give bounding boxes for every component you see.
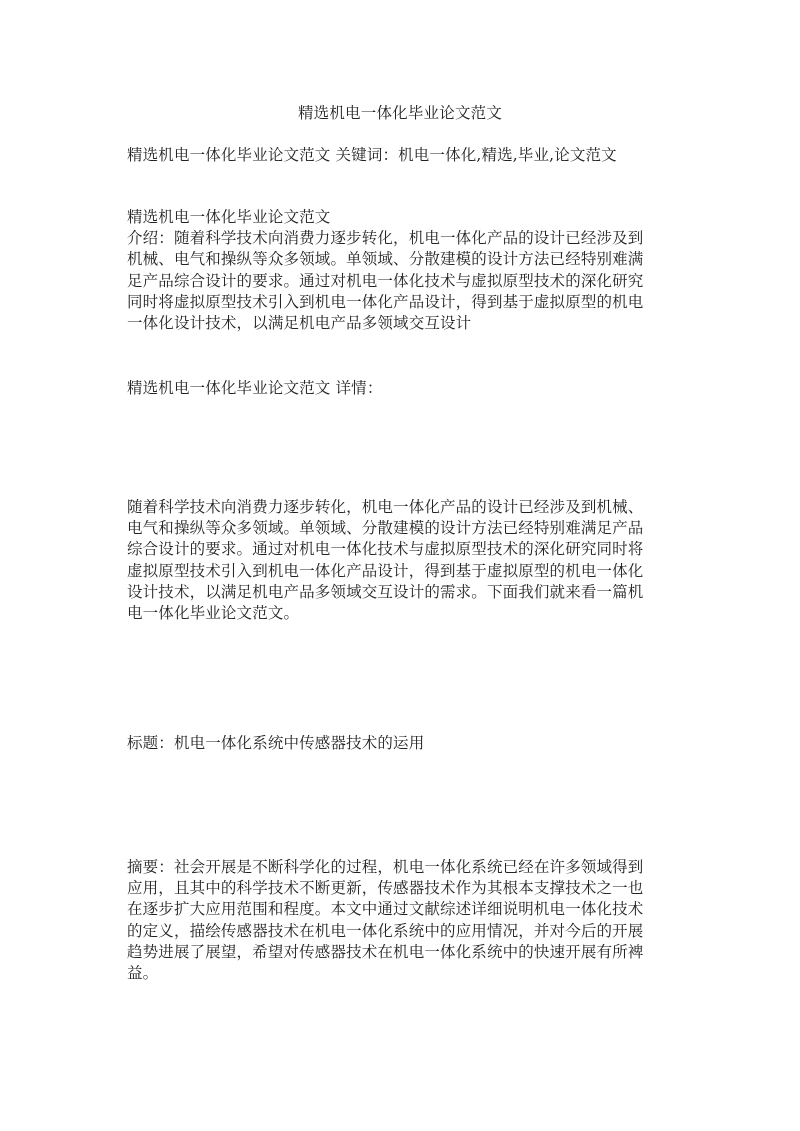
body-line: 虚拟原型技术引入到机电一体化产品设计，得到基于虚拟原型的机电一体化 [127,561,644,580]
abstract-line: 应用，且其中的科学技术不断更新，传感器技术作为其根本支撑技术之一也 [127,879,644,898]
abstract-paragraph [127,857,675,984]
paper-heading: 标题：机电一体化系统中传感器技术的运用 [127,734,425,752]
body-line: 设计技术，以满足机电产品多领域交互设计的需求。下面我们就来看一篇机 [127,582,644,601]
intro-line: 一体化设计技术，以满足机电产品多领域交互设计 [127,314,472,333]
intro-heading: 精选机电一体化毕业论文范文 [127,208,331,226]
intro-line: 足产品综合设计的要求。通过对机电一体化技术与虚拟原型技术的深化研究 [127,271,644,290]
abstract-line: 摘要：社会开展是不断科学化的过程，机电一体化系统已经在许多领域得到 [127,858,644,876]
abstract-line: 在逐步扩大应用范围和程度。本文中通过文献综述详细说明机电一体化技术 [127,900,644,919]
detail-label: 精选机电一体化毕业论文范文 详情： [127,379,383,397]
abstract-line: 趋势进展了展望，希望对传感器技术在机电一体化系统中的快速开展有所裨 [127,942,644,961]
body-line: 电气和操纵等众多领域。单领域、分散建模的设计方法已经特别难满足产品 [127,519,644,538]
intro-line: 介绍：随着科学技术向消费力逐步转化，机电一体化产品的设计已经涉及到 [127,229,644,248]
abstract-line: 益。 [127,964,159,983]
body-line: 随着科学技术向消费力逐步转化，机电一体化产品的设计已经涉及到机械、 [127,498,644,516]
body-line: 综合设计的要求。通过对机电一体化技术与虚拟原型技术的深化研究同时将 [127,540,644,559]
intro-line: 机械、电气和操纵等众多领域。单领域、分散建模的设计方法已经特别难满 [127,250,644,269]
keywords-line: 精选机电一体化毕业论文范文 关键词：机电一体化,精选,毕业,论文范文 [127,146,617,164]
document-title: 精选机电一体化毕业论文范文 [297,104,503,122]
body-line: 电一体化毕业论文范文。 [127,604,300,623]
abstract-line: 的定义，描绘传感器技术在机电一体化系统中的应用情况，并对今后的开展 [127,921,644,940]
intro-line: 同时将虚拟原型技术引入到机电一体化产品设计，得到基于虚拟原型的机电 [127,292,644,311]
body-paragraph [127,497,675,624]
intro-section [127,207,675,334]
